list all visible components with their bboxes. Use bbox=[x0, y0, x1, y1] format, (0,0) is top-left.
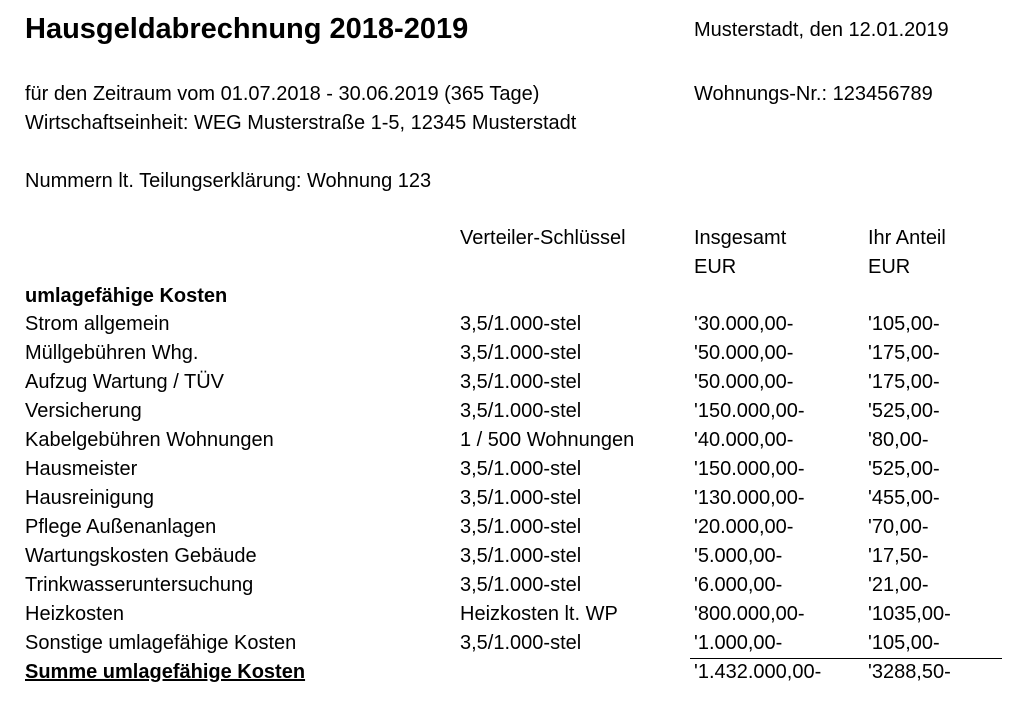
distribution-key: 3,5/1.000-stel bbox=[460, 371, 582, 393]
cost-item-name: Kabelgebühren Wohnungen bbox=[25, 429, 274, 451]
distribution-key: 3,5/1.000-stel bbox=[460, 400, 582, 422]
table-row bbox=[0, 428, 1024, 457]
share-amount: '105,00- bbox=[868, 313, 940, 335]
distribution-key: 3,5/1.000-stel bbox=[460, 574, 582, 596]
section-title: umlagefähige Kosten bbox=[25, 285, 228, 307]
table-row bbox=[0, 370, 1024, 399]
column-header-share: Ihr Anteil bbox=[868, 227, 946, 249]
share-amount: '1035,00- bbox=[868, 603, 951, 625]
cost-item-name: Hausmeister bbox=[25, 458, 138, 480]
share-amount: '21,00- bbox=[868, 574, 929, 596]
total-amount: '30.000,00- bbox=[694, 313, 794, 335]
cost-item-name: Müllgebühren Whg. bbox=[25, 342, 199, 364]
billing-period: für den Zeitraum vom 01.07.2018 - 30.06.2019 (365 Tage) bbox=[25, 83, 540, 105]
table-row bbox=[0, 341, 1024, 370]
share-amount: '175,00- bbox=[868, 371, 940, 393]
cost-item-name: Wartungskosten Gebäude bbox=[25, 545, 257, 567]
share-amount: '175,00- bbox=[868, 342, 940, 364]
total-amount: '800.000,00- bbox=[694, 603, 805, 625]
distribution-key: Heizkosten lt. WP bbox=[460, 603, 618, 625]
share-amount: '525,00- bbox=[868, 400, 940, 422]
column-header-total-unit: EUR bbox=[694, 256, 737, 278]
sum-divider bbox=[690, 658, 1002, 659]
total-amount: '1.000,00- bbox=[694, 632, 783, 654]
total-amount: '130.000,00- bbox=[694, 487, 805, 509]
table-row bbox=[0, 312, 1024, 341]
cost-item-name: Heizkosten bbox=[25, 603, 124, 625]
apartment-number: Wohnungs-Nr.: 123456789 bbox=[694, 83, 933, 105]
sum-share-amount: '3288,50- bbox=[868, 661, 951, 683]
cost-item-name: Strom allgemein bbox=[25, 313, 170, 335]
place-date: Musterstadt, den 12.01.2019 bbox=[694, 19, 949, 41]
share-amount: '525,00- bbox=[868, 458, 940, 480]
share-amount: '70,00- bbox=[868, 516, 929, 538]
total-amount: '5.000,00- bbox=[694, 545, 783, 567]
distribution-key: 3,5/1.000-stel bbox=[460, 545, 582, 567]
distribution-key: 3,5/1.000-stel bbox=[460, 342, 582, 364]
share-amount: '105,00- bbox=[868, 632, 940, 654]
partition-numbers: Nummern lt. Teilungserklärung: Wohnung 123 bbox=[25, 170, 432, 192]
share-amount: '17,50- bbox=[868, 545, 929, 567]
share-amount: '80,00- bbox=[868, 429, 929, 451]
distribution-key: 3,5/1.000-stel bbox=[460, 516, 582, 538]
table-row bbox=[0, 602, 1024, 631]
total-amount: '50.000,00- bbox=[694, 342, 794, 364]
column-header-key: Verteiler-Schlüssel bbox=[460, 227, 626, 249]
table-row bbox=[0, 573, 1024, 602]
cost-item-name: Versicherung bbox=[25, 400, 142, 422]
table-row bbox=[0, 486, 1024, 515]
column-header-share-unit: EUR bbox=[868, 256, 911, 278]
sum-row bbox=[0, 660, 1024, 689]
economic-unit: Wirtschaftseinheit: WEG Musterstraße 1-5, 12345 Musterstadt bbox=[25, 112, 577, 134]
table-row bbox=[0, 457, 1024, 486]
distribution-key: 3,5/1.000-stel bbox=[460, 313, 582, 335]
table-row bbox=[0, 399, 1024, 428]
cost-item-name: Sonstige umlagefähige Kosten bbox=[25, 632, 297, 654]
total-amount: '6.000,00- bbox=[694, 574, 783, 596]
table-row bbox=[0, 544, 1024, 573]
distribution-key: 3,5/1.000-stel bbox=[460, 632, 582, 654]
document-title: Hausgeldabrechnung 2018-2019 bbox=[25, 13, 469, 45]
cost-item-name: Trinkwasseruntersuchung bbox=[25, 574, 254, 596]
cost-item-name: Pflege Außenanlagen bbox=[25, 516, 217, 538]
cost-item-name: Hausreinigung bbox=[25, 487, 154, 509]
share-amount: '455,00- bbox=[868, 487, 940, 509]
sum-label: Summe umlagefähige Kosten bbox=[25, 661, 306, 683]
total-amount: '40.000,00- bbox=[694, 429, 794, 451]
distribution-key: 3,5/1.000-stel bbox=[460, 458, 582, 480]
column-header-total: Insgesamt bbox=[694, 227, 787, 249]
total-amount: '150.000,00- bbox=[694, 400, 805, 422]
distribution-key: 3,5/1.000-stel bbox=[460, 487, 582, 509]
table-row bbox=[0, 631, 1024, 660]
total-amount: '150.000,00- bbox=[694, 458, 805, 480]
total-amount: '50.000,00- bbox=[694, 371, 794, 393]
table-row bbox=[0, 515, 1024, 544]
distribution-key: 1 / 500 Wohnungen bbox=[460, 429, 635, 451]
total-amount: '20.000,00- bbox=[694, 516, 794, 538]
sum-total-amount: '1.432.000,00- bbox=[694, 661, 822, 683]
cost-item-name: Aufzug Wartung / TÜV bbox=[25, 371, 224, 393]
